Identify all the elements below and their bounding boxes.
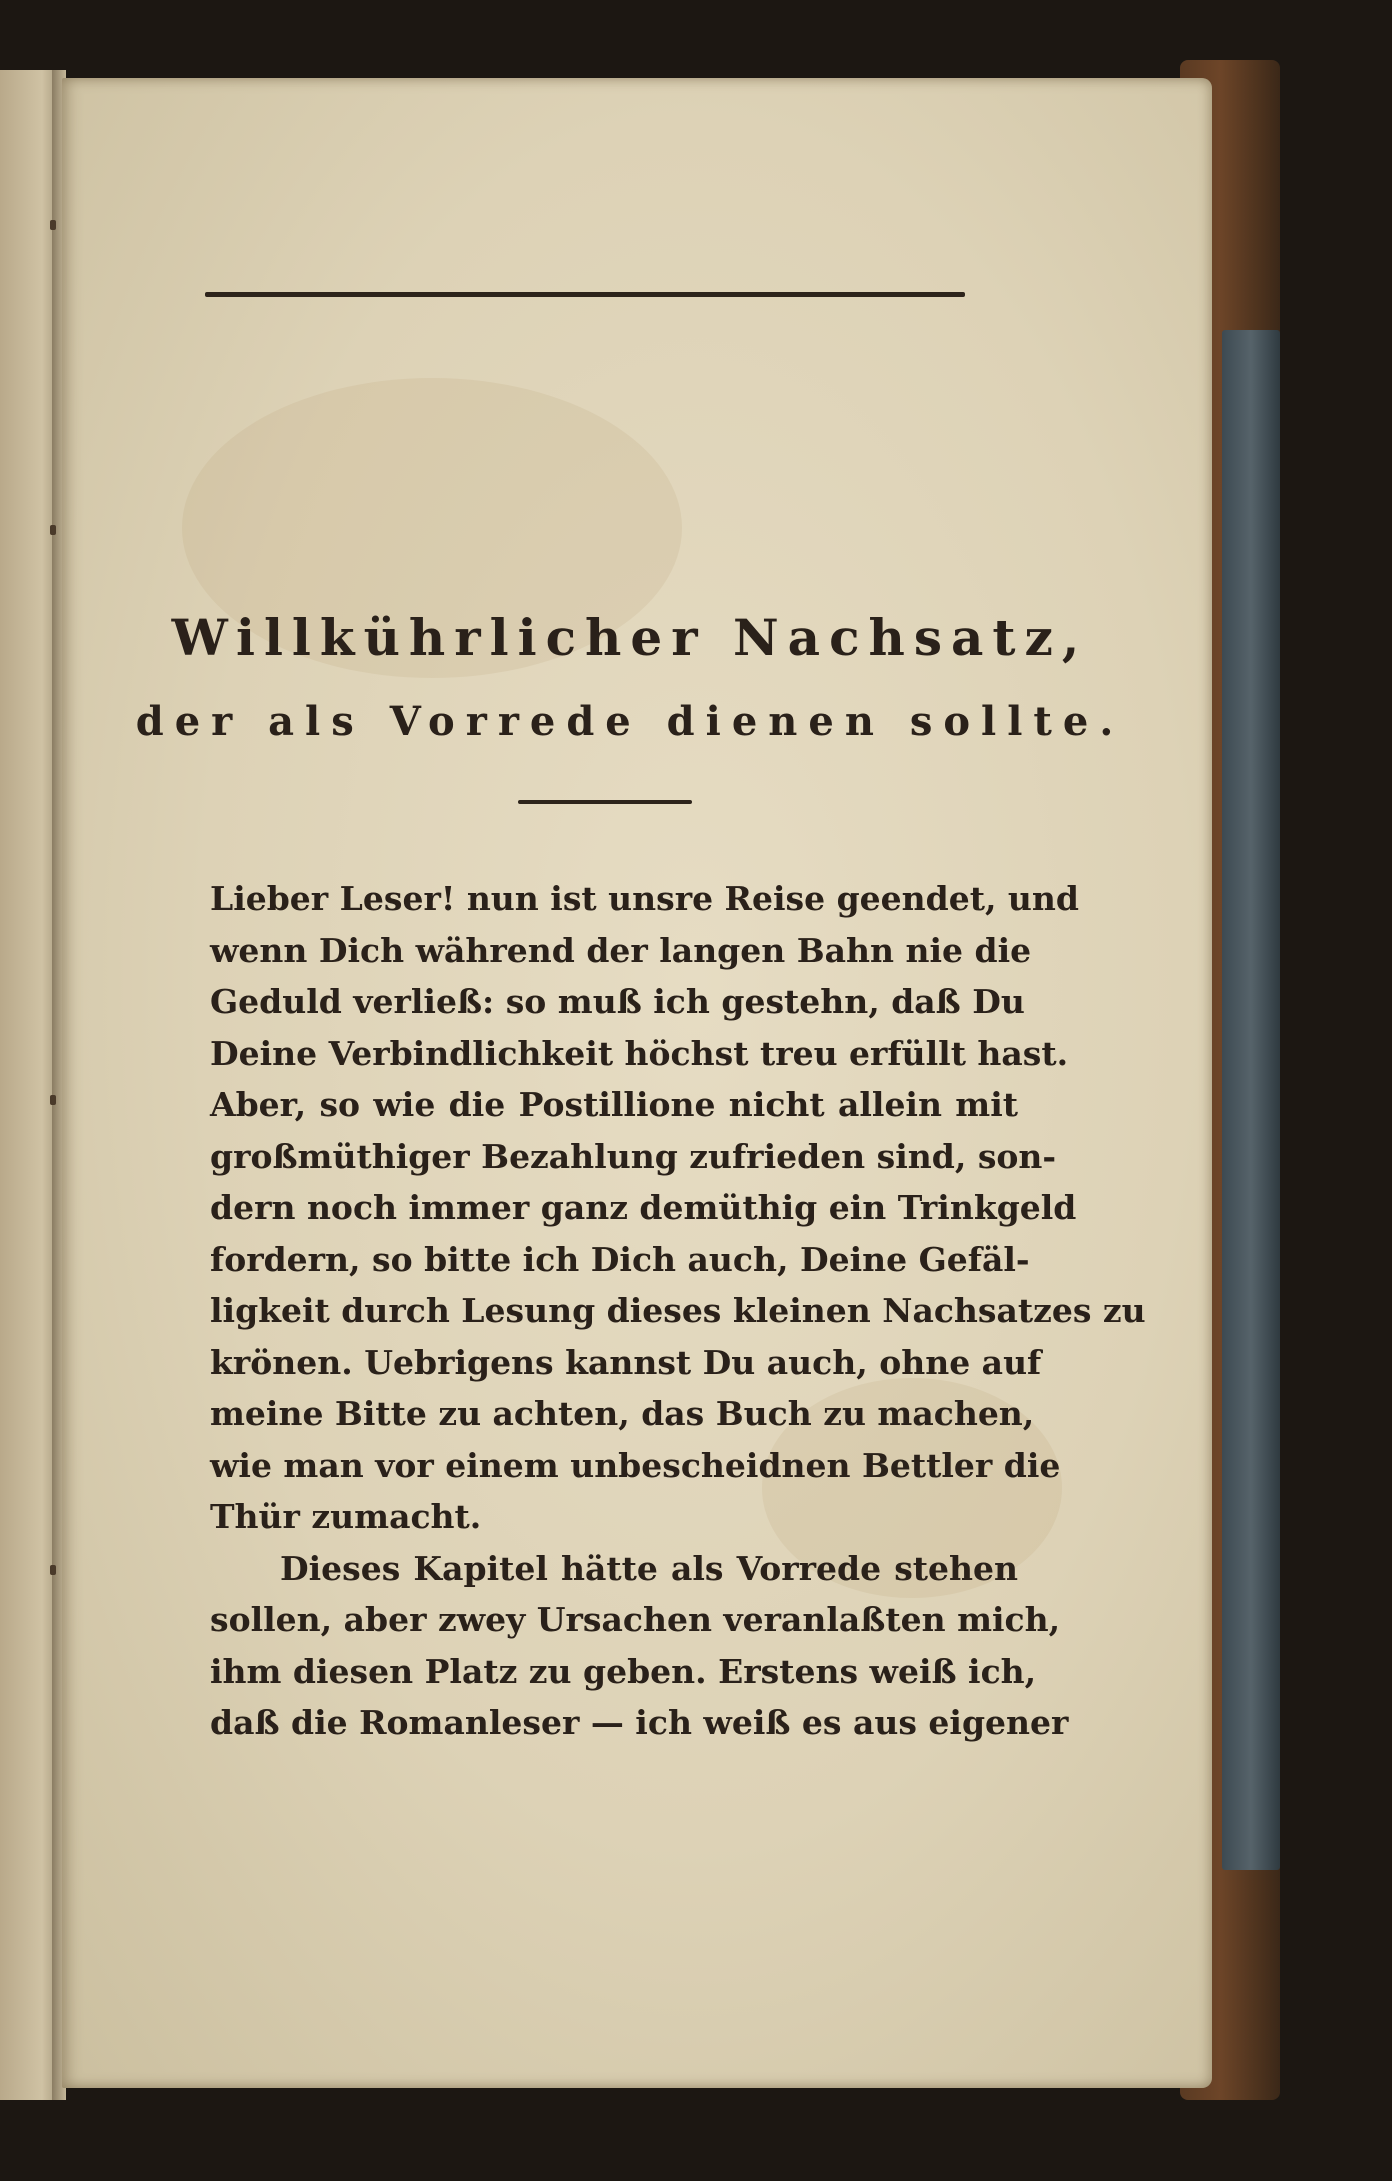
binding-thread-mark xyxy=(50,525,56,535)
text-line: großmüthiger Bezahlung zufrieden sind, son- xyxy=(210,1136,1057,1176)
text-line: daß die Romanleser — ich weiß es aus eigener xyxy=(210,1703,1069,1742)
paragraph xyxy=(210,1543,1069,1749)
facing-page-edge xyxy=(0,70,60,2100)
header-rule xyxy=(205,292,965,297)
text-line: wenn Dich während der langen Bahn nie die xyxy=(210,930,1032,970)
text-line: krönen. Uebrigens kannst Du auch, ohne auf xyxy=(210,1342,1042,1382)
chapter-subheading: der als Vorrede dienen sollte. xyxy=(135,698,1125,745)
text-line: wie man vor einem unbescheidnen Bettler die xyxy=(210,1445,1061,1485)
text-line: Dieses Kapitel hätte als Vorrede stehen xyxy=(280,1548,1018,1588)
text-line: Geduld verließ: so muß ich gestehn, daß Du xyxy=(210,982,1025,1021)
body-text xyxy=(210,873,1146,1749)
binding-thread-mark xyxy=(50,1565,56,1575)
binding-thread-mark xyxy=(50,1095,56,1105)
heading-divider-rule xyxy=(518,800,692,804)
text-line: sollen, aber zwey Ursachen veranlaßten mich, xyxy=(210,1600,1061,1639)
text-line: Thür zumacht. xyxy=(210,1497,482,1536)
text-line: meine Bitte zu achten, das Buch zu machen, xyxy=(210,1394,1035,1433)
text-line: dern noch immer ganz demüthig ein Trinkgeld xyxy=(210,1188,1077,1227)
text-line: Deine Verbindlichkeit höchst treu erfüllt hast. xyxy=(210,1033,1069,1073)
text-line: ihm diesen Platz zu geben. Erstens weiß ich, xyxy=(210,1651,1037,1691)
text-line: Aber, so wie die Postillione nicht allein mit xyxy=(210,1085,1018,1124)
book-spine-strip xyxy=(1222,330,1280,1870)
chapter-heading: Willkührlicher Nachsatz, xyxy=(171,608,1089,667)
text-line: Lieber Leser! nun ist unsre Reise geendet, und xyxy=(210,879,1079,918)
paragraph xyxy=(210,873,1146,1543)
binding-thread-mark xyxy=(50,220,56,230)
text-line: fordern, so bitte ich Dich auch, Deine Gefäl- xyxy=(210,1239,1030,1279)
text-line: ligkeit durch Lesung dieses kleinen Nachsatzes zu xyxy=(210,1291,1146,1330)
